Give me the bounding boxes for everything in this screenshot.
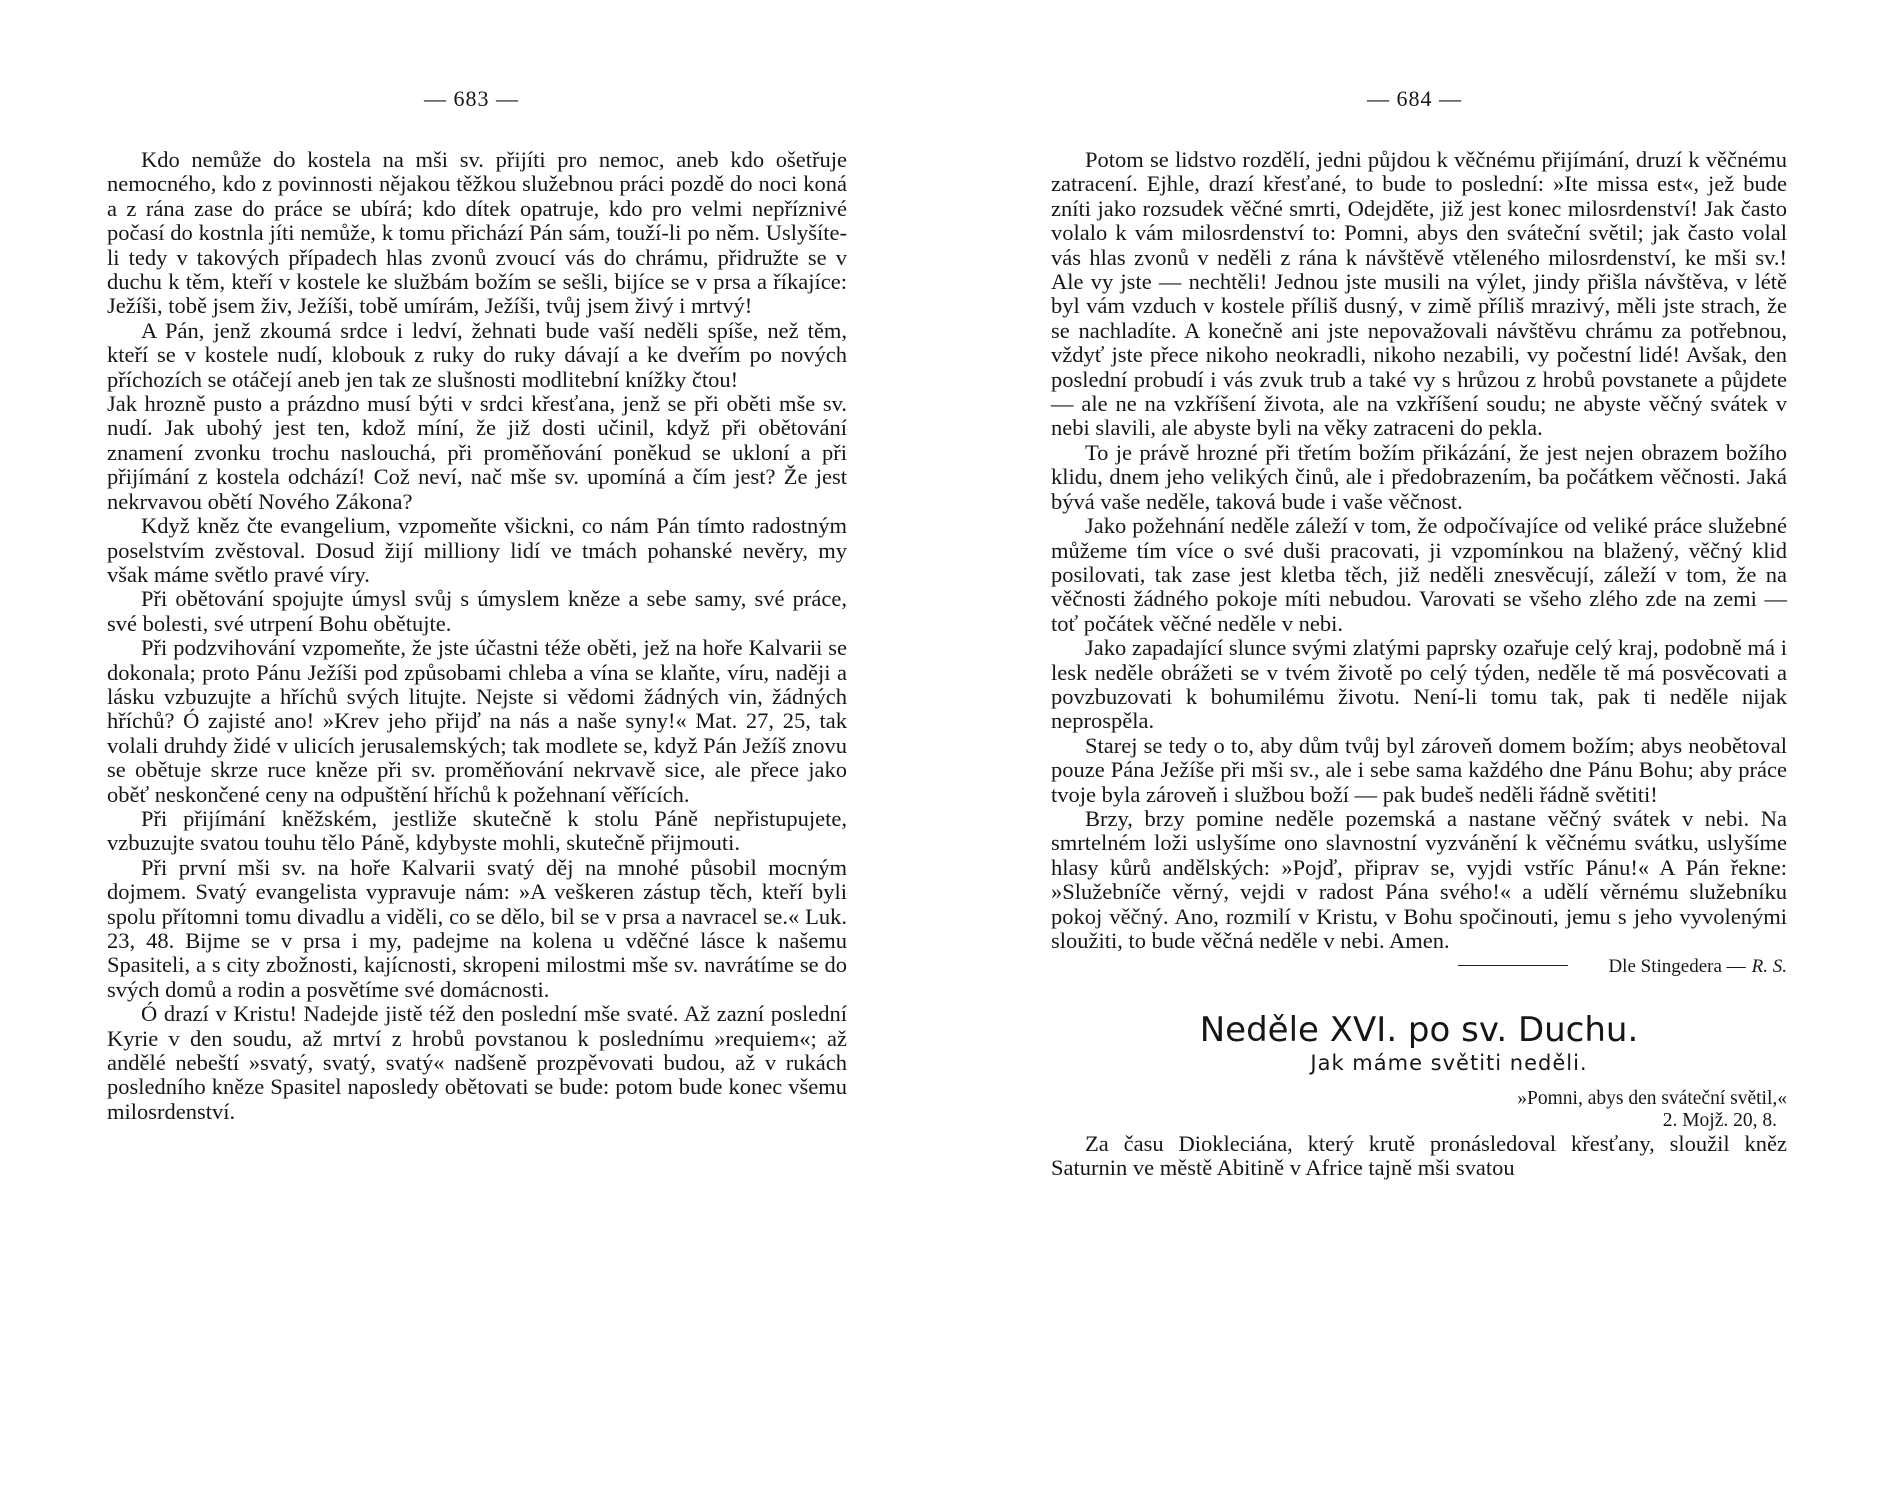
page-number-right: — 684 — bbox=[1367, 86, 1462, 111]
paragraph: Za času Diokleciána, který krutě pronásledoval křesťany, sloužil kněz Saturnin ve městě Abitině v Africe tajně mši svatou bbox=[1051, 1130, 1787, 1181]
paragraph: Ó drazí v Kristu! Nadejde jistě též den poslední mše svaté. Až zazní poslední Kyrie v den soudu, až mrtví z hrobů povstanou k poslednímu »requiem«; až andělé nebeští »svatý, svatý, svatý« nadšeně prozpěvovati budou, až v rukách posledního kněze Spasitel naposledy obětovati se bude: potom bude konec všemu milosrdenství. bbox=[107, 1001, 847, 1124]
paragraph: Když kněz čte evangelium, vzpomeňte všickni, co nám Pán tímto radostným poselstvím zvěstoval. Dosud žijí milliony lidí ve tmách pohanské nevěry, my však máme světlo pravé víry. bbox=[107, 513, 847, 587]
section-title: Neděle XVI. po sv. Duchu. bbox=[1199, 1009, 1639, 1050]
section-subtitle: Jak máme světiti neděli. bbox=[1310, 1050, 1588, 1075]
paragraph: Jako požehnání neděle záleží v tom, že odpočívajíce od veliké práce služebné můžeme tím více o své duši pracovati, ji vzpomínkou na blažený, věčný klid posilovati, tak zase jest kletba těch, již neděli znesvěcují, záleží v tom, že na věčnosti žádného pokoje míti nebudou. Varovati se všeho zlého zde na zemi — toť počátek věčné neděle v nebi. bbox=[1051, 513, 1787, 636]
paragraph: Jako zapadající slunce svými zlatými paprsky ozařuje celý kraj, podobně má i lesk neděle obrážeti se v tvém životě po celý týden, neděle tě má posvěcovati a povzbuzovati k bohumilému životu. Není-li tomu tak, pak ti neděle nijak neprospěla. bbox=[1051, 635, 1787, 734]
signature-initials: R. S. bbox=[1751, 956, 1787, 978]
epigraph-quote: »Pomni, abys den sváteční světil,« bbox=[1517, 1087, 1787, 1109]
right-text-column bbox=[1051, 148, 1787, 1181]
paragraph: Při obětování spojujte úmysl svůj s úmyslem kněze a sebe samy, své práce, své bolesti, své utrpení Bohu obětujte. bbox=[107, 586, 847, 636]
left-text-column bbox=[107, 148, 847, 1124]
epigraph-reference: 2. Mojž. 20, 8. bbox=[1662, 1109, 1777, 1131]
sermon-signature bbox=[1051, 955, 1787, 979]
paragraph: A Pán, jenž zkoumá srdce i ledví, žehnati bude vaší neděli spíše, než těm, kteří se v kostele nudí, klobouk z ruky do ruky dávají a ke dveřím po nových příchozích se otáčejí aneb jen tak ze slušnosti modlitební knížky čtou! bbox=[107, 317, 847, 392]
signature-divider bbox=[1458, 965, 1568, 966]
paragraph: Při první mši sv. na hoře Kalvarii svatý děj na mnohé působil mocným dojmem. Svatý evangelista vypravuje nám: »A veškeren zástup těch, kteří byli spolu přítomni tomu divadlu a viděli, co se dělo, bil se v prsa a navracel se.« Luk. 23, 48. Bijme se v prsa i my, padejme na kolena u vděčné lásce k našemu Spasiteli, a s city zbožnosti, kajícnosti, skropeni milostmi mše sv. navrátíme se do svých domů a rodin a posvětíme své domácnosti. bbox=[107, 854, 847, 1002]
signature-source: Dle Stingedera — bbox=[1608, 956, 1746, 978]
paragraph: To je právě hrozné při třetím božím přikázání, že jest nejen obrazem božího klidu, dnem jeho velikých činů, ale i předobrazením, ba počátkem věčnosti. Jaká bývá vaše neděle, taková bude i vaše věčnost. bbox=[1051, 439, 1787, 514]
paragraph: Kdo nemůže do kostela na mši sv. přijíti pro nemoc, aneb kdo ošetřuje nemocného, kdo z povinnosti nějakou těžkou služebnou práci pozdě do noci koná a z rána zase do práce se ubírá; kdo dítek opatruje, kdo pro velmi nepříznivé počasí do kostnla jíti nemůže, k tomu přichází Pán sám, touží-li po něm. Uslyšíte-li tedy v takových případech hlas zvonů zvoucí vás do chrámu, přidružte se v duchu k těm, kteří v kostele ke službám božím se sešli, bijíce se v prsa a říkajíce: Ježíši, tobě jsem živ, Ježíši, tobě umírám, Ježíši, tvůj jsem živý i mrtvý! bbox=[107, 147, 847, 319]
right-page bbox=[943, 0, 1886, 1500]
paragraph: Starej se tedy o to, aby dům tvůj byl zároveň domem božím; abys neobětoval pouze Pána Ježíše při mši sv., ale i sebe sama každého dne Pánu Bohu; aby práce tvoje byla zároveň i službou boží — pak budeš neděli řádně světiti! bbox=[1051, 732, 1787, 807]
paragraph: Brzy, brzy pomine neděle pozemská a nastane věčný svátek v nebi. Na smrtelném loži uslyšíme ono slavnostní vyzvánění k věčnému svátku, uslyšíme hlasy kůrů andělských: »Pojď, připrav se, vyjdi vstříc Pánu!« A Pán řekne: »Služebníče věrný, vejdi v radost Pána svého!« a udělí věrnému služebníku pokoj věčný. Ano, rozmilí v Kristu, v Bohu spočinouti, jemu s jeho vyvolenými sloužiti, to bude věčná neděle v nebi. Amen. bbox=[1051, 805, 1787, 953]
page-number-left: — 683 — bbox=[424, 86, 519, 111]
paragraph: Jak hrozně pusto a prázdno musí býti v srdci křesťana, jenž se při oběti mše sv. nudí. Jak ubohý jest ten, kdož míní, že již dosti učinil, když při obětování znamení zvonku trochu naslouchá, při proměňování poněkud se ukloní a při přijímání z kostela odchází! Což neví, nač mše sv. upomíná a čím jest? Že jest nekrvavou obětí Nového Zákona? bbox=[107, 391, 847, 514]
paragraph: Při podzvihování vzpomeňte, že jste účastni téže oběti, jež na hoře Kalvarii se dokonala; proto Pánu Ježíši pod způsobami chleba a vína se klaňte, víru, naději a lásku vzbuzujte a hříchů svých litujte. Nejste si vědomi žádných vin, žádných hříchů? Ó zajisté ano! »Krev jeho přijď na nás a naše syny!« Mat. 27, 25, tak volali druhdy židé v ulicích jerusalemských; tak modlete se, když Pán Ježíš znovu se obětuje skrze ruce kněze při sv. proměňování nekrvavě sice, ale přece jako oběť neskončené ceny na odpuštění hříchů k požehnaní věřících. bbox=[107, 635, 847, 807]
paragraph: Při přijímání kněžském, jestliže skutečně k stolu Páně nepřistupujete, vzbuzujte svatou touhu tělo Páně, kdybyste mohli, skutečně přijmouti. bbox=[107, 805, 847, 856]
paragraph: Potom se lidstvo rozdělí, jedni půjdou k věčnému přijímání, druzí k věčnému zatracení. Ejhle, drazí křesťané, to bude to poslední: »Ite missa est«, jež bude zníti jako rozsudek věčné smrti, Odejděte, již jest konec milosrdenství! Jak často volalo k vám milosrdenství to: Pomni, abys den sváteční světil; jak často volal vás hlas zvonů v neděli z rána k návštěvě vtěleného milosrdenství, ke mši sv.! Ale vy jste — nechtěli! Jednou jste musili na výlet, jindy přišla návštěva, v létě byl vám vzduch v kostele příliš dusný, v zimě příliš mrazivý, měli jste strach, že se nachladíte. A konečně ani jste nepovažovali návštěvu chrámu za potřebnou, vždyť jste přece nikoho neokradli, nikoho nezabili, vy počestní lidé! Avšak, den poslední probudí i vás zvuk trub a také vy s hrůzou z hrobů povstanete a půjdete — ale ne na vzkříšení života, ale na vzkříšení soudu; ne abyste věčný svátek v nebi slavili, ale abyste byli na věky zatraceni do pekla. bbox=[1051, 147, 1787, 441]
